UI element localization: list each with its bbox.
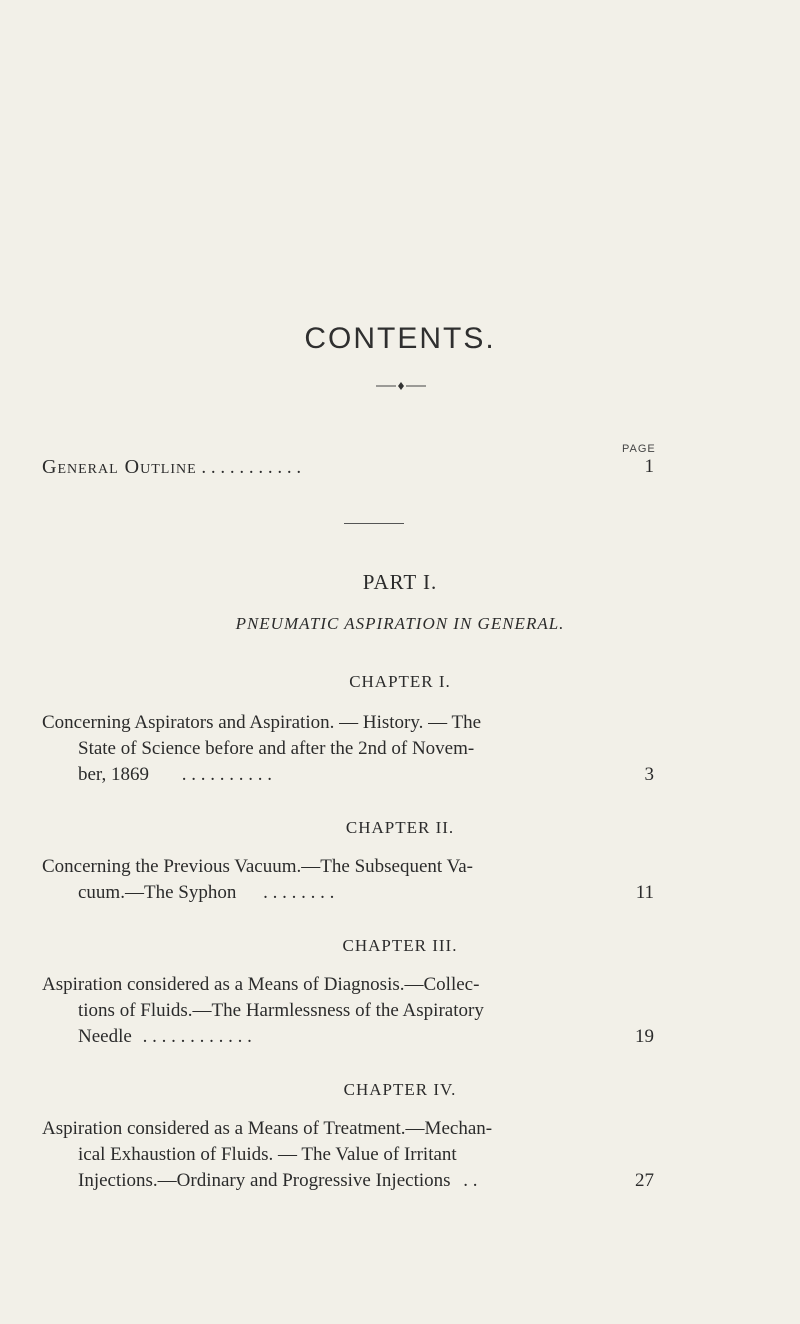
entry-label: ber, 1869 (78, 764, 149, 785)
page-number: 1 (644, 456, 654, 477)
section-rule (344, 523, 404, 524)
chapter-heading: CHAPTER I. (349, 672, 451, 691)
page-number: 27 (635, 1170, 654, 1191)
leader-dots: . . . . . . . . . . (181, 764, 272, 785)
ornament-divider (376, 380, 426, 392)
toc-entry-line[interactable]: tions of Fluids.—The Harmlessness of the Aspiratory (78, 1000, 484, 1021)
leader-dots: . . (463, 1170, 478, 1191)
toc-entry-line[interactable]: ical Exhaustion of Fluids. — The Value of Irritant (78, 1144, 457, 1165)
toc-entry-chapter-1-last[interactable] (78, 764, 654, 786)
page-column-label: PAGE (622, 443, 656, 455)
toc-entry-line[interactable]: Aspiration considered as a Means of Diagnosis.—Collec- (42, 974, 480, 995)
entry-label: Injections.—Ordinary and Progressive Injections (78, 1170, 451, 1191)
leader-dots: . . . . . . . . . . . (201, 457, 302, 478)
part-subtitle: PNEUMATIC ASPIRATION IN GENERAL. (235, 614, 565, 633)
entry-label: cuum.—The Syphon (78, 882, 237, 903)
toc-entry-general-outline[interactable] (42, 456, 654, 479)
page-number: 11 (635, 882, 654, 903)
toc-entry-line[interactable]: Aspiration considered as a Means of Treatment.—Mechan- (42, 1118, 493, 1139)
toc-entry-chapter-2-last[interactable] (78, 882, 654, 904)
entry-label: General Outline (42, 456, 197, 478)
part-heading: PART I. (362, 570, 438, 594)
page-title: CONTENTS. (304, 322, 496, 355)
page-number: 19 (635, 1026, 654, 1047)
toc-entry-line[interactable]: Concerning Aspirators and Aspiration. — History. — The (42, 712, 482, 733)
toc-entry-chapter-4-last[interactable] (78, 1170, 654, 1192)
toc-entry-line[interactable]: State of Science before and after the 2nd of Novem- (78, 738, 475, 759)
chapter-heading: CHAPTER III. (342, 936, 458, 955)
page-number: 3 (644, 764, 654, 785)
chapter-heading: CHAPTER II. (345, 818, 455, 837)
leader-dots: . . . . . . . . . . . . (142, 1026, 252, 1047)
toc-entry-line[interactable]: Concerning the Previous Vacuum.—The Subsequent Va- (42, 856, 473, 877)
entry-label: Needle (78, 1026, 132, 1047)
leader-dots: . . . . . . . . (263, 882, 335, 903)
chapter-heading: CHAPTER IV. (343, 1080, 457, 1099)
toc-entry-chapter-3-last[interactable] (78, 1026, 654, 1048)
